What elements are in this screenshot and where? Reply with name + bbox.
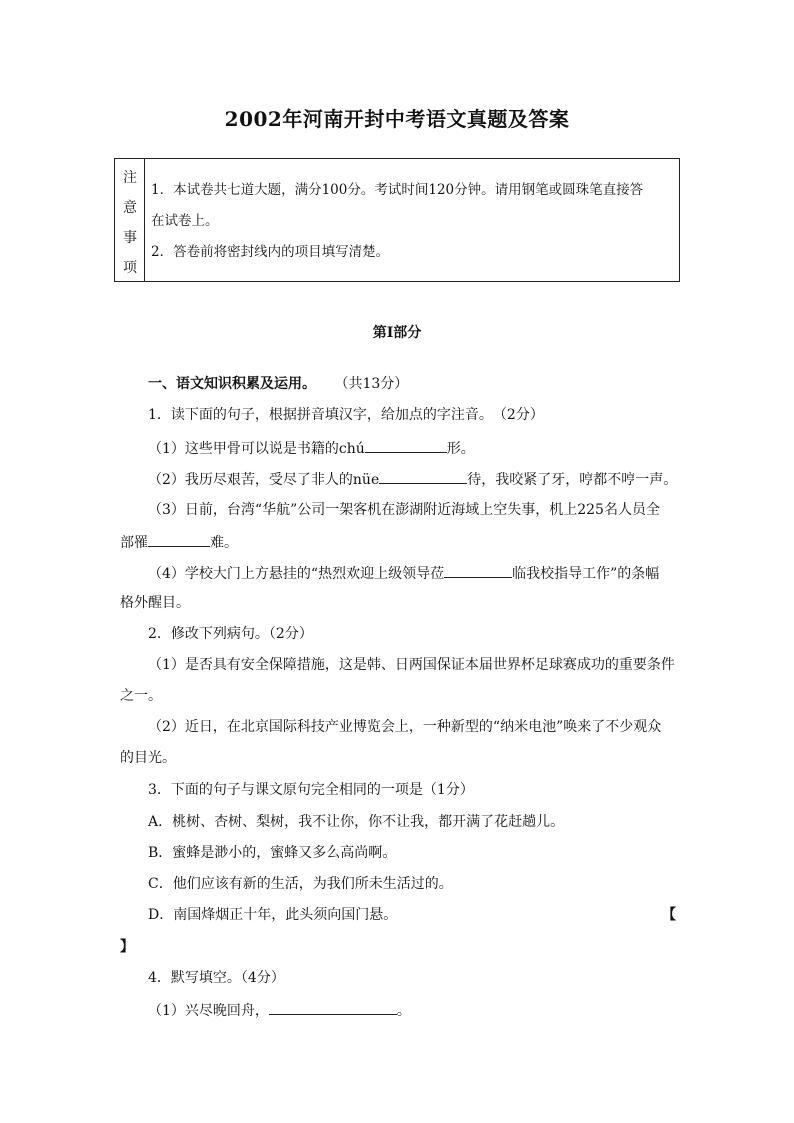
question-1-item-4 xyxy=(148,562,659,584)
answer-bracket-open: 【 xyxy=(662,907,676,923)
item-text: 。 xyxy=(396,1003,411,1019)
part-title: 第Ⅰ部分 xyxy=(372,325,422,341)
item-text: 部罹 xyxy=(120,535,148,551)
question-2-item-2-cont: 的目光。 xyxy=(120,750,176,766)
notice-label xyxy=(115,159,145,281)
notice-line: 2．答卷前将密封线内的项目填写清楚。 xyxy=(151,244,390,260)
notice-label-char: 项 xyxy=(123,260,137,276)
question-4-stem: 4．默写填空。（4分） xyxy=(148,970,285,986)
question-1-stem: 1．读下面的句子，根据拼音填汉字，给加点的字注音。 （2分） xyxy=(148,407,544,423)
item-text: 难。 xyxy=(210,535,238,551)
question-3-option-d: D．南国烽烟正十年，此头须向国门悬。 xyxy=(148,907,398,923)
question-4-item-1 xyxy=(148,999,411,1021)
question-1-item-2 xyxy=(148,468,677,490)
item-text: 待，我咬紧了牙，哼都不哼一声。 xyxy=(467,472,678,488)
question-1-item-3-cont xyxy=(120,531,238,553)
item-text: 临我校指导工作”的条幅 xyxy=(512,566,660,582)
question-3-option-a: A．桃树、杏树、梨树，我不让你，你不让我，都开满了花赶趟儿。 xyxy=(148,814,565,830)
question-3-option-b: B．蜜蜂是渺小的，蜜蜂又多么高尚啊。 xyxy=(148,845,397,861)
question-2-item-1: （1）是否具有安全保障措施，这是韩、日两国保证本届世界杯足球赛成功的重要条件 xyxy=(148,657,675,673)
notice-body xyxy=(151,159,673,268)
item-text: （1）兴尽晚回舟， xyxy=(148,1003,269,1019)
question-3-option-c: C．他们应该有新的生活，为我们所未生活过的。 xyxy=(148,876,453,892)
question-3-stem: 3．下面的句子与课文原句完全相同的一项是（1分） xyxy=(148,782,474,798)
question-1-item-3: （3）日前，台湾“华航”公司一架客机在澎湖附近海域上空失事，机上225名人员全 xyxy=(148,502,660,518)
answer-bracket-close: 】 xyxy=(120,939,134,955)
item-text: （4）学校大门上方悬挂的“热烈欢迎上级领导莅 xyxy=(148,566,445,582)
answer-blank[interactable] xyxy=(444,562,512,578)
notice-box xyxy=(114,158,680,282)
question-2-item-1-cont: 之一。 xyxy=(120,688,162,704)
section-heading xyxy=(148,374,408,394)
answer-blank[interactable] xyxy=(365,437,447,453)
question-1-item-4-cont: 格外醒目。 xyxy=(120,595,190,611)
notice-label-char: 事 xyxy=(123,230,137,246)
section-title: 一、语文知识积累及运用。 xyxy=(148,376,316,392)
page-title: 2002年河南开封中考语文真题及答案 xyxy=(224,107,570,131)
item-text: （2）我历尽艰苦，受尽了非人的nüe xyxy=(148,472,380,488)
question-2-stem: 2．修改下列病句。（2分） xyxy=(148,626,313,642)
section-score: （共13分） xyxy=(334,376,409,392)
notice-label-char: 意 xyxy=(123,200,137,216)
notice-line: 1．本试卷共七道大题，满分100分。考试时间120分钟。请用钢笔或圆珠笔直接答 xyxy=(151,182,644,198)
answer-blank[interactable] xyxy=(379,468,467,484)
answer-blank[interactable] xyxy=(269,999,397,1015)
question-2-item-2: （2）近日，在北京国际科技产业博览会上，一种新型的“纳米电池”唤来了不少观众 xyxy=(148,719,662,735)
notice-label-char: 注 xyxy=(123,170,137,186)
notice-line: 在试卷上。 xyxy=(151,213,219,229)
item-text: （1）这些甲骨可以说是书籍的chú xyxy=(148,441,365,457)
item-text: 形。 xyxy=(446,441,475,457)
answer-blank[interactable] xyxy=(148,531,210,547)
question-1-item-1 xyxy=(148,437,475,459)
